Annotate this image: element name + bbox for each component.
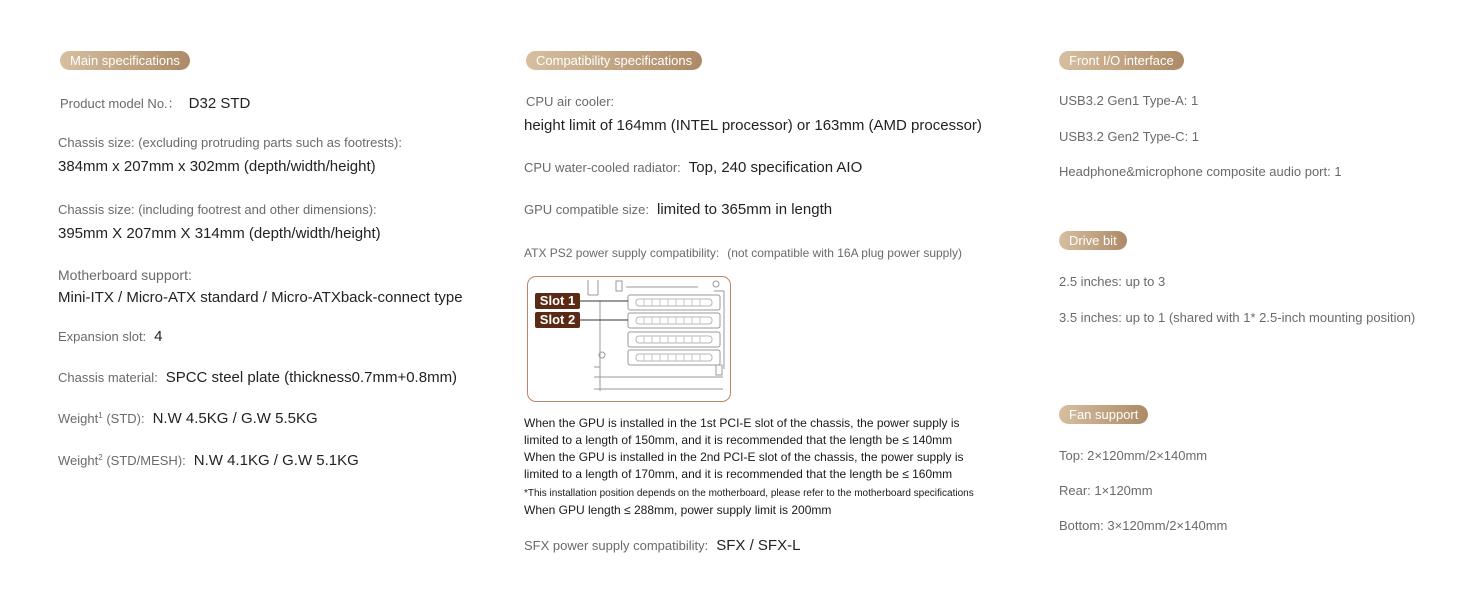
expansion-slot-row	[58, 328, 163, 346]
product-model-label: Product model No.：	[60, 96, 181, 111]
front-io-item: USB3.2 Gen2 Type-C: 1	[1059, 129, 1199, 144]
fan-support-item: Top: 2×120mm/2×140mm	[1059, 448, 1208, 463]
chassis-size-including-label: Chassis size: (including footrest and other dimensions):	[58, 202, 377, 217]
weight-std-value: N.W 4.5KG / G.W 5.5KG	[152, 410, 318, 427]
weight-mesh-value: N.W 4.1KG / G.W 5.1KG	[193, 452, 359, 469]
psu-note-line-4: limited to a length of 170mm, and it is recommended that the length be ≤ 160mm	[524, 467, 953, 481]
main-specifications-badge: Main specifications	[60, 51, 190, 70]
weight-std-row	[58, 410, 318, 428]
weight-mesh-label: Weight$^2$ (STD/MESH):	[58, 453, 186, 468]
psu-note-line-2: limited to a length of 150mm, and it is recommended that the length be ≤ 140mm	[524, 433, 953, 447]
cpu-water-cooled-row	[524, 159, 862, 177]
chassis-material-row	[58, 369, 457, 387]
cpu-water-cooled-value: Top, 240 specification AIO	[688, 159, 863, 176]
cpu-air-cooler-label: CPU air cooler:	[526, 94, 615, 109]
weight-std-label: Weight$^1$ (STD):	[58, 411, 145, 426]
chassis-size-excluding-label: Chassis size: (excluding protruding parts such as footrests):	[58, 135, 402, 150]
slot-2-label: Slot 2	[535, 312, 580, 328]
expansion-slot-label: Expansion slot:	[58, 329, 147, 344]
slot-1-label: Slot 1	[535, 293, 580, 309]
product-model-value: D32 STD	[188, 95, 251, 112]
atx-psu-note: (not compatible with 16A plug power supply)	[727, 246, 962, 260]
cpu-air-cooler-value: height limit of 164mm (INTEL processor) or 163mm (AMD processor)	[524, 117, 982, 134]
motherboard-footnote: *This installation position depends on the motherboard, please refer to the motherboard specifications	[524, 488, 974, 499]
chassis-size-excluding-value: 384mm x 207mm x 302mm (depth/width/height)	[58, 158, 376, 175]
product-model-row	[60, 93, 250, 113]
front-io-item: USB3.2 Gen1 Type-A: 1	[1059, 93, 1199, 108]
cpu-water-cooled-label: CPU water-cooled radiator:	[524, 160, 681, 175]
atx-psu-label: ATX PS2 power supply compatibility:	[524, 246, 720, 260]
drive-bit-item: 2.5 inches: up to 3	[1059, 274, 1166, 289]
drive-bit-item: 3.5 inches: up to 1 (shared with 1* 2.5-inch mounting position)	[1059, 310, 1416, 325]
expansion-slot-value: 4	[154, 328, 163, 345]
gpu-size-row	[524, 201, 832, 219]
fan-support-item: Rear: 1×120mm	[1059, 483, 1153, 498]
pcie-slot-diagram	[527, 276, 731, 402]
front-io-item: Headphone&microphone composite audio port: 1	[1059, 164, 1342, 179]
drive-bit-badge: Drive bit	[1059, 231, 1127, 250]
motherboard-support-label: Motherboard support:	[58, 267, 192, 283]
gpu-length-note: When GPU length ≤ 288mm, power supply limit is 200mm	[524, 503, 832, 517]
atx-psu-row	[524, 244, 962, 262]
fan-support-badge: Fan support	[1059, 405, 1148, 424]
psu-note-line-3: When the GPU is installed in the 2nd PCI-E slot of the chassis, the power supply is	[524, 450, 964, 464]
sfx-psu-label: SFX power supply compatibility:	[524, 538, 709, 553]
chassis-material-value: SPCC steel plate (thickness0.7mm+0.8mm)	[165, 369, 458, 386]
gpu-size-value: limited to 365mm in length	[657, 201, 833, 218]
front-io-badge: Front I/O interface	[1059, 51, 1184, 70]
compatibility-specifications-badge: Compatibility specifications	[526, 51, 702, 70]
gpu-size-label: GPU compatible size:	[524, 202, 649, 217]
motherboard-support-value: Mini-ITX / Micro-ATX standard / Micro-ATXback-connect type	[58, 289, 463, 306]
chassis-material-label: Chassis material:	[58, 370, 158, 385]
weight-mesh-row	[58, 452, 359, 470]
fan-support-item: Bottom: 3×120mm/2×140mm	[1059, 518, 1228, 533]
chassis-size-including-value: 395mm X 207mm X 314mm (depth/width/height)	[58, 225, 381, 242]
sfx-psu-row	[524, 537, 800, 555]
sfx-psu-value: SFX / SFX-L	[716, 537, 801, 554]
psu-note-line-1: When the GPU is installed in the 1st PCI-E slot of the chassis, the power supply is	[524, 416, 960, 430]
